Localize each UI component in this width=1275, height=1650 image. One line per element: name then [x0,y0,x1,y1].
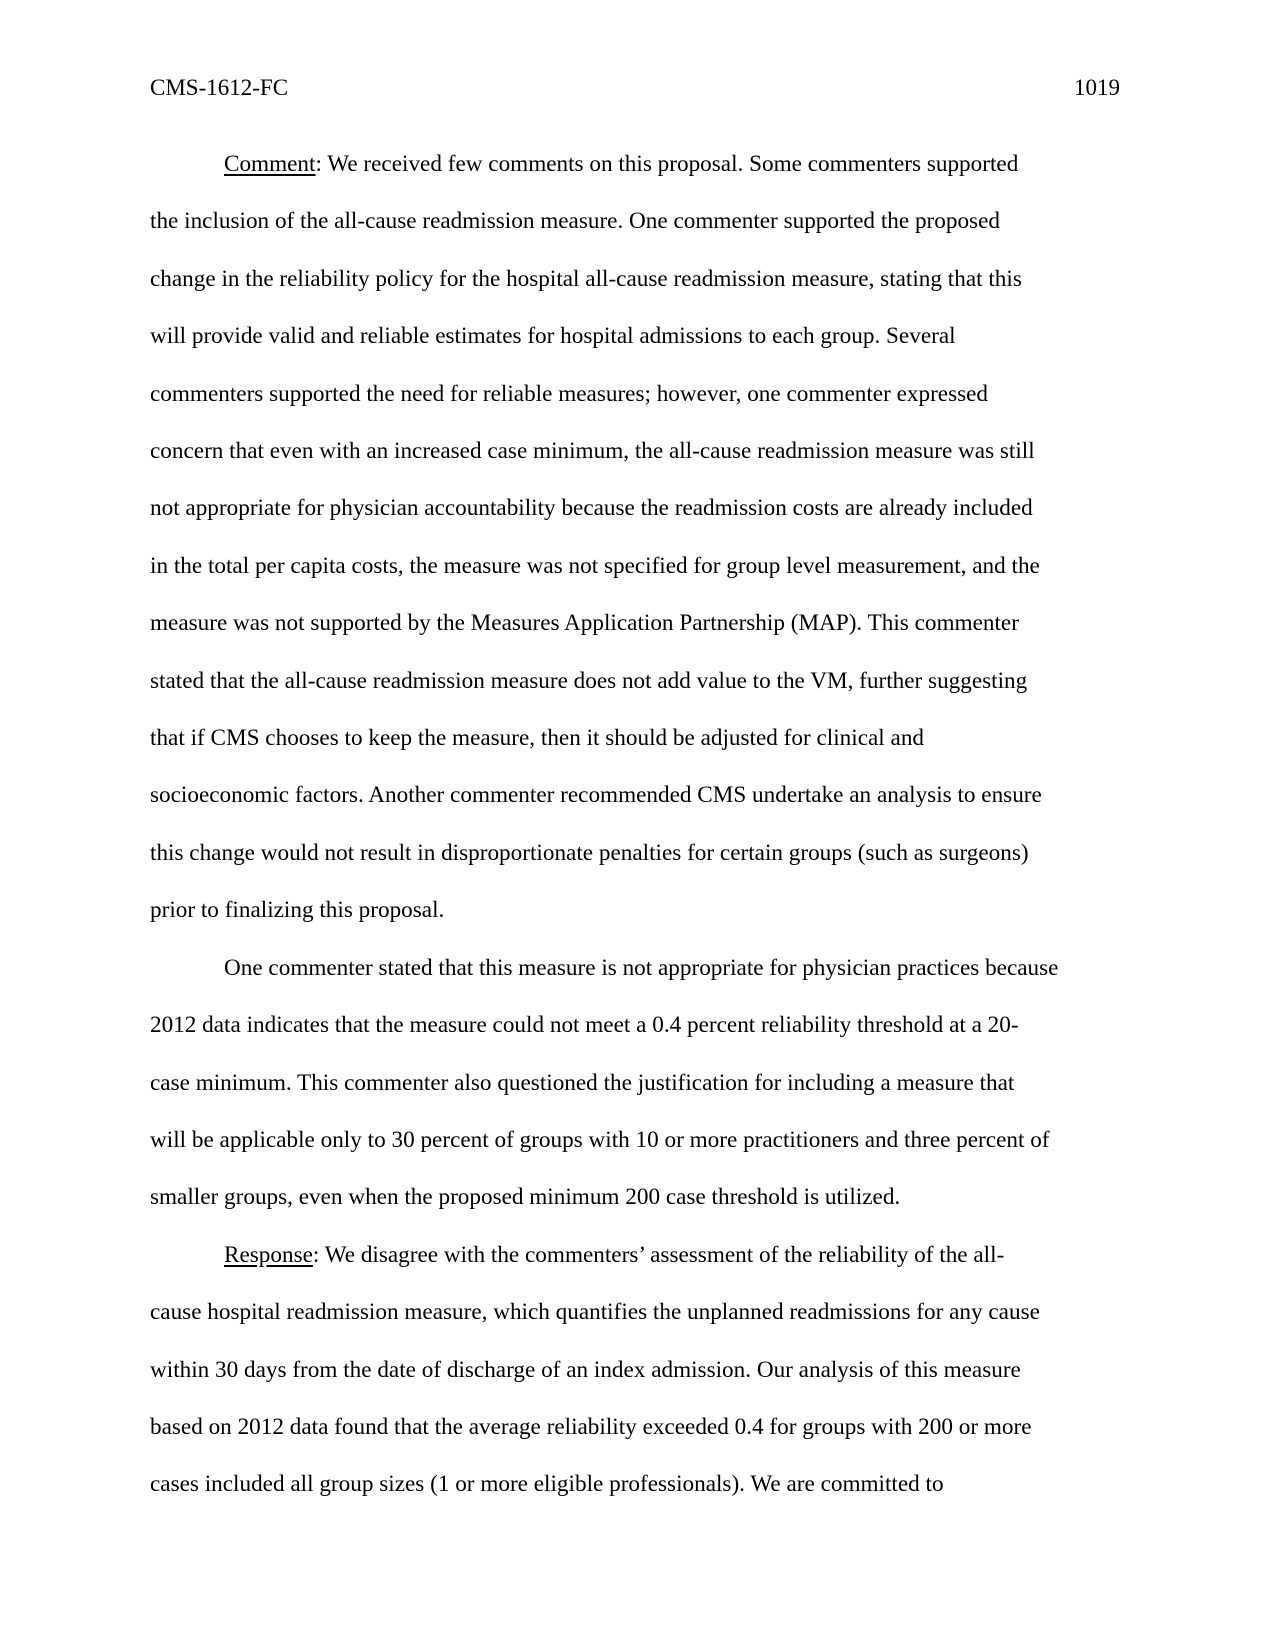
text-line: concern that even with an increased case minimum, the all-cause readmission measure was still [150,438,1035,465]
line-text: : We disagree with the commenters’ assessment of the reliability of the all- [312,1241,1005,1268]
text-line: One commenter stated that this measure is not appropriate for physician practices because [224,954,1059,981]
text-line: will be applicable only to 30 percent of groups with 10 or more practitioners and three percent of [150,1126,1050,1153]
text-line: in the total per capita costs, the measure was not specified for group level measurement, and the [150,552,1040,579]
response-paragraph [150,1227,1122,1514]
document-id: CMS-1612-FC [150,75,289,100]
page-header [150,72,1120,104]
text-line: not appropriate for physician accountability because the readmission costs are already included [150,495,1033,522]
text-line: commenters supported the need for reliable measures; however, one commenter expressed [150,380,989,407]
text-line: the inclusion of the all-cause readmission measure. One commenter supported the proposed [150,208,1000,235]
text-line: within 30 days from the date of discharge of an index admission. Our analysis of this measure [150,1356,1021,1383]
second-comment-paragraph [150,940,1122,1227]
text-line: will provide valid and reliable estimates for hospital admissions to each group. Several [150,323,956,350]
text-line: change in the reliability policy for the hospital all-cause readmission measure, stating that this [150,265,1022,292]
text-line: cause hospital readmission measure, which quantifies the unplanned readmissions for any cause [150,1299,1040,1326]
text-line: based on 2012 data found that the average reliability exceeded 0.4 for groups with 200 or more [150,1413,1032,1440]
text-line [150,1227,1122,1284]
text-line: stated that the all-cause readmission measure does not add value to the VM, further suggesting [150,667,1028,694]
page-number: 1019 [1074,75,1120,100]
text-line: socioeconomic factors. Another commenter recommended CMS undertake an analysis to ensure [150,782,1042,809]
text-line: that if CMS chooses to keep the measure, then it should be adjusted for clinical and [150,725,925,752]
text-line: 2012 data indicates that the measure could not meet a 0.4 percent reliability threshold at a 20- [150,1012,1019,1039]
text-line: cases included all group sizes (1 or more eligible professionals). We are committed to [150,1471,944,1498]
comment-paragraph [150,136,1122,940]
text-line: prior to finalizing this proposal. [150,897,445,924]
response-label: Response [224,1241,313,1268]
line-text: : We received few comments on this proposal. Some commenters supported [315,151,1019,177]
text-line: measure was not supported by the Measures Application Partnership (MAP). This commenter [150,610,1019,637]
comment-label: Comment [224,151,316,177]
document-body [150,136,1122,1514]
text-line: this change would not result in disproportionate penalties for certain groups (such as surgeons) [150,839,1029,866]
text-line: case minimum. This commenter also questioned the justification for including a measure that [150,1069,1015,1096]
text-line: smaller groups, even when the proposed minimum 200 case threshold is utilized. [150,1184,901,1211]
text-line [150,136,1122,193]
